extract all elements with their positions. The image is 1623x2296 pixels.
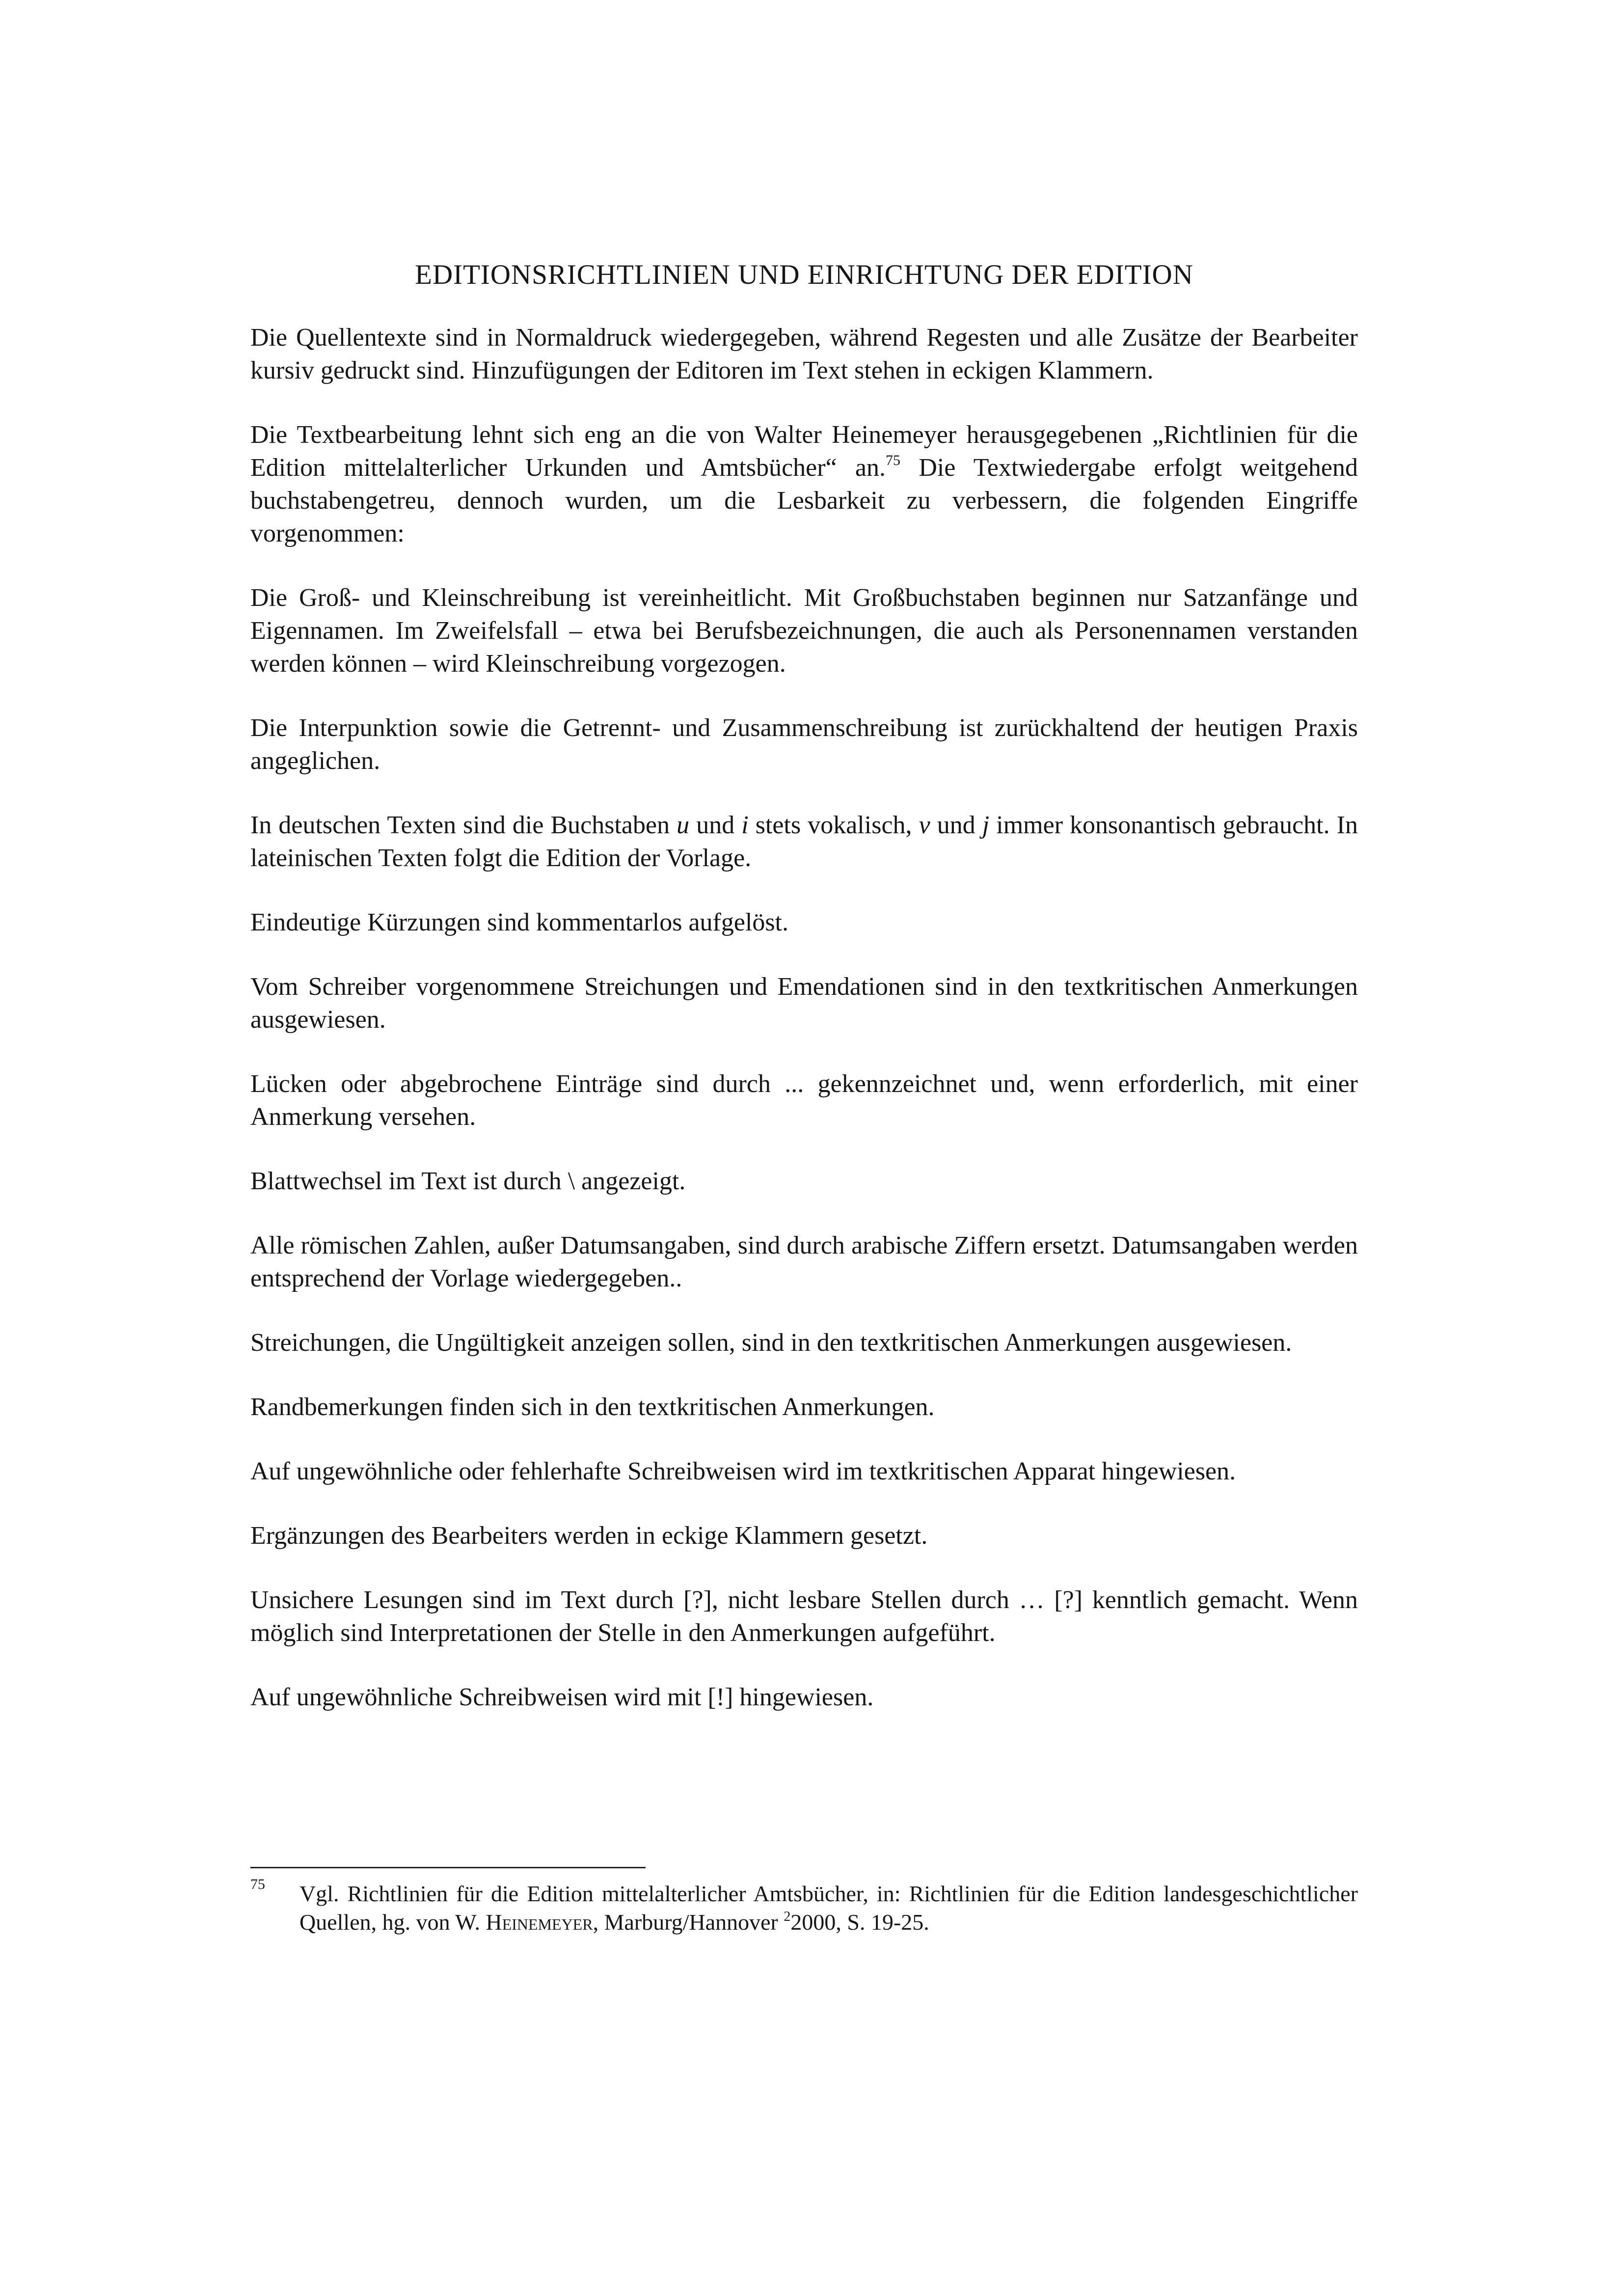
text-segment: immer konsonantisch gebraucht. In lateinischen Texten folgt die Edition der Vorlage. — [250, 811, 1358, 872]
paragraph-streichungen-ungueltigkeit: Streichungen, die Ungültigkeit anzeigen sollen, sind in den textkritischen Anmerkungen ausgewiesen. — [250, 1329, 1292, 1357]
paragraph-randbemerkungen: Randbemerkungen finden sich in den textkritischen Anmerkungen. — [250, 1393, 935, 1421]
footnote-reference[interactable]: 75 — [886, 452, 901, 468]
page-content — [250, 255, 1358, 1745]
paragraph-schreibweisen-apparat: Auf ungewöhnliche oder fehlerhafte Schreibweisen wird im textkritischen Apparat hingewiesen. — [250, 1457, 1236, 1485]
footnote — [250, 1876, 1358, 1937]
text-segment: In deutschen Texten sind die Buchstaben — [250, 811, 670, 839]
paragraph-quellentexte: Die Quellentexte sind in Normaldruck wiedergegeben, während Regesten und alle Zusätze der Bearbeiter kursiv gedruckt sind. Hinzufügungen der Editoren im Text stehen in eckigen Klammern. — [250, 324, 1358, 384]
paragraph-blattwechsel: Blattwechsel im Text ist durch \ angezeigt. — [250, 1167, 686, 1195]
paragraph-interpunktion: Die Interpunktion sowie die Getrennt- und Zusammenschreibung ist zurückhaltend der heutigen Praxis angeglichen. — [250, 714, 1358, 775]
paragraph-textbearbeitung — [250, 418, 1358, 550]
text-segment: , Marburg/Hannover — [593, 1910, 778, 1935]
page-title: EDITIONSRICHTLINIEN UND EINRICHTUNG DER EDITION — [415, 259, 1193, 290]
text-segment: stets vokalisch, — [755, 811, 912, 839]
paragraph-ergaenzungen: Ergänzungen des Bearbeiters werden in eckige Klammern gesetzt. — [250, 1522, 928, 1550]
footnote-divider — [250, 1867, 646, 1868]
paragraph-streichungen-emendationen: Vom Schreiber vorgenommene Streichungen und Emendationen sind in den textkritischen Anmerkungen ausgewiesen. — [250, 973, 1358, 1034]
paragraph-buchstaben — [250, 809, 1358, 875]
italic-letter: v — [919, 811, 930, 839]
paragraph-unsichere-lesungen: Unsichere Lesungen sind im Text durch [?], nicht lesbare Stellen durch … [?] kenntlich gemacht. Wenn möglich sind Interpretationen der Stelle in den Anmerkungen aufgeführt. — [250, 1586, 1358, 1647]
paragraph-gross-kleinschreibung: Die Groß- und Kleinschreibung ist vereinheitlicht. Mit Großbuchstaben beginnen nur Satzanfänge und Eigennamen. Im Zweifelsfall – etwa bei Berufsbezeichnungen, die auch als Personennamen verstanden werden können – wird Kleinschreibung vorgezogen. — [250, 584, 1358, 678]
footnote-number: 75 — [250, 1876, 265, 1892]
italic-letter: j — [982, 811, 990, 839]
italic-letter: i — [741, 811, 749, 839]
footnote-edition: 2 — [784, 1909, 791, 1924]
italic-letter: u — [676, 811, 690, 839]
paragraph-kuerzungen: Eindeutige Kürzungen sind kommentarlos aufgelöst. — [250, 908, 789, 936]
text-segment: Die Textwiedergabe erfolgt weitgehend buchstabengetreu, dennoch wurden, um die Lesbarkeit zu verbessern, die folgenden Eingriffe vorgenommen: — [250, 454, 1358, 547]
paragraph-ausrufezeichen: Auf ungewöhnliche Schreibweisen wird mit [!] hingewiesen. — [250, 1683, 874, 1711]
paragraph-roemische-zahlen: Alle römischen Zahlen, außer Datumsangaben, sind durch arabische Ziffern ersetzt. Datumsangaben werden entsprechend der Vorlage wiedergegeben.. — [250, 1231, 1358, 1292]
text-segment: Die Textbearbeitung lehnt sich eng an die von Walter Heinemeyer herausgegebenen „Richtlinien für die Edition mittelalterlicher Urkunden und Amtsbücher“ an. — [250, 421, 1358, 482]
text-segment: und — [937, 811, 975, 839]
footnote-text — [299, 1880, 1358, 1937]
paragraph-luecken: Lücken oder abgebrochene Einträge sind durch ... gekennzeichnet und, wenn erforderlich, mit einer Anmerkung versehen. — [250, 1070, 1358, 1131]
text-segment: und — [696, 811, 735, 839]
text-segment: Vgl. Richtlinien für die Edition mittelalterlicher Amtsbücher, in: Richtlinien für die Edition landesgeschichtlicher Quellen, hg. von W. — [299, 1881, 1358, 1935]
text-segment: 2000, S. 19-25. — [790, 1910, 929, 1935]
footnote-author: Heinemeyer — [486, 1910, 593, 1935]
